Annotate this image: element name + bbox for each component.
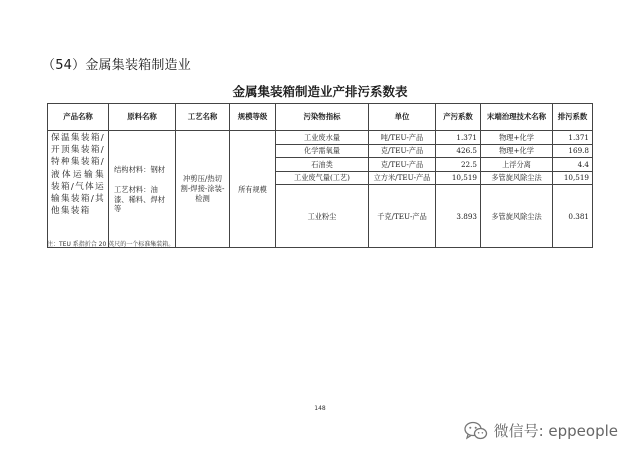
material-process: 工艺材料：油漆、稀料、焊材等 bbox=[114, 185, 166, 213]
unit-cell: 克/TEU-产品 bbox=[369, 158, 436, 172]
generation-coefficient-cell: 3.893 bbox=[436, 185, 481, 248]
watermark-text: 微信号: eppeople bbox=[493, 422, 618, 440]
watermark bbox=[464, 420, 618, 441]
treatment-technology-cell: 物理+化学 bbox=[481, 131, 553, 145]
table-row bbox=[48, 131, 593, 145]
header-process: 工艺名称 bbox=[176, 104, 230, 131]
generation-coefficient-cell: 1.371 bbox=[436, 131, 481, 145]
scale-cell: 所有规模 bbox=[230, 131, 276, 248]
table-title: 金属集装箱制造业产排污系数表 bbox=[232, 84, 408, 99]
emission-coefficient-cell: 0.381 bbox=[553, 185, 593, 248]
header-treatment-technology: 末端治理技术名称 bbox=[481, 104, 553, 131]
generation-coefficient-cell: 22.5 bbox=[436, 158, 481, 172]
page-number: 148 bbox=[314, 405, 326, 412]
table-header-row bbox=[48, 104, 593, 131]
header-unit: 单位 bbox=[369, 104, 436, 131]
unit-cell: 立方米/TEU-产品 bbox=[369, 171, 436, 185]
material-structural: 结构材料：钢材 bbox=[114, 165, 166, 175]
emission-coefficient-cell: 4.4 bbox=[553, 158, 593, 172]
header-generation-coefficient: 产污系数 bbox=[436, 104, 481, 131]
table-note: 注：TEU 系指折合 20 英尺的一个标准集装箱。 bbox=[47, 241, 175, 248]
treatment-technology-cell: 多管旋风除尘法 bbox=[481, 171, 553, 185]
unit-cell: 千克/TEU-产品 bbox=[369, 185, 436, 248]
header-emission-coefficient: 排污系数 bbox=[553, 104, 593, 131]
pollutant-cell: 工业废气量(工艺) bbox=[276, 171, 369, 185]
emission-coefficient-cell: 10,519 bbox=[553, 171, 593, 185]
material-cell bbox=[109, 131, 176, 248]
coefficient-table bbox=[47, 103, 593, 248]
pollutant-cell: 工业废水量 bbox=[276, 131, 369, 145]
process-cell: 冲剪压/热切割-焊接-涂装-检测 bbox=[176, 131, 230, 248]
treatment-technology-cell: 物理+化学 bbox=[481, 144, 553, 158]
header-material: 原料名称 bbox=[109, 104, 176, 131]
treatment-technology-cell: 上浮分离 bbox=[481, 158, 553, 172]
header-scale: 规模等级 bbox=[230, 104, 276, 131]
section-heading: （54）金属集装箱制造业 bbox=[42, 58, 191, 73]
generation-coefficient-cell: 426.5 bbox=[436, 144, 481, 158]
pollutant-cell: 化学需氧量 bbox=[276, 144, 369, 158]
emission-coefficient-cell: 169.8 bbox=[553, 144, 593, 158]
pollutant-cell: 工业粉尘 bbox=[276, 185, 369, 248]
header-pollutant: 污染物指标 bbox=[276, 104, 369, 131]
wechat-icon bbox=[464, 421, 488, 441]
product-name-cell: 保温集装箱/开顶集装箱/特种集装箱/液体运输集装箱/气体运输集装箱/其他集装箱 bbox=[48, 131, 109, 248]
unit-cell: 吨/TEU-产品 bbox=[369, 131, 436, 145]
generation-coefficient-cell: 10,519 bbox=[436, 171, 481, 185]
pollutant-cell: 石油类 bbox=[276, 158, 369, 172]
treatment-technology-cell: 多管旋风除尘法 bbox=[481, 185, 553, 248]
header-product: 产品名称 bbox=[48, 104, 109, 131]
unit-cell: 克/TEU-产品 bbox=[369, 144, 436, 158]
emission-coefficient-cell: 1.371 bbox=[553, 131, 593, 145]
